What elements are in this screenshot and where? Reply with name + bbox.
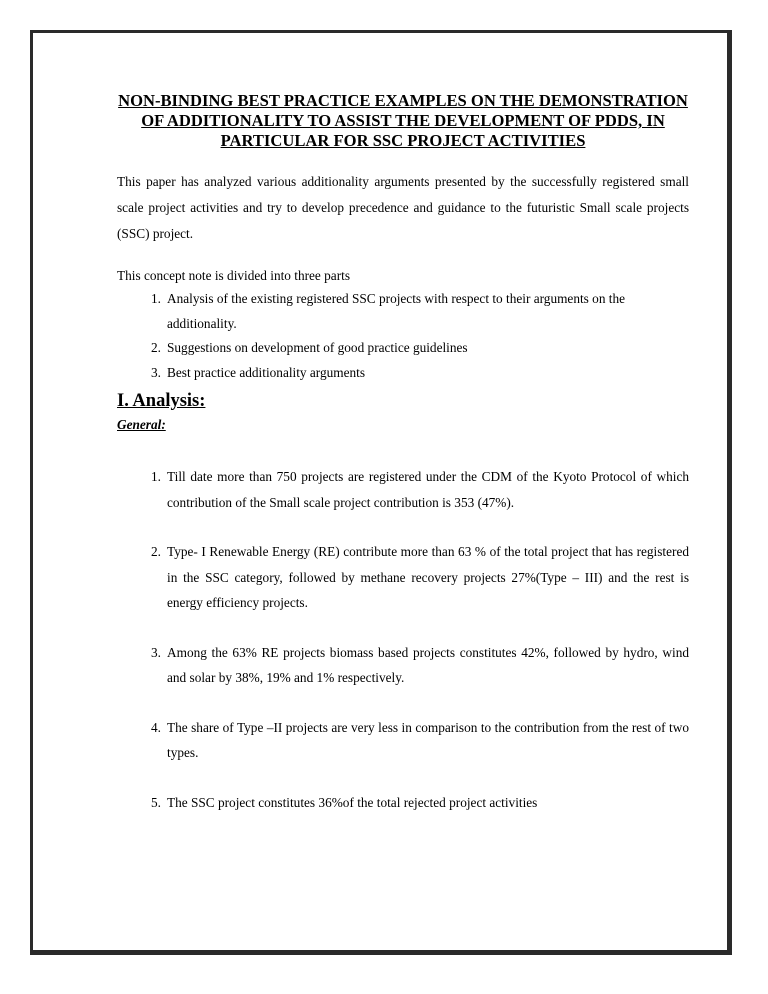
- list-number: 1.: [151, 291, 161, 306]
- section-heading: I. Analysis:: [117, 391, 206, 411]
- list-item: [117, 287, 689, 336]
- list-item-text: Till date more than 750 projects are registered under the CDM of the Kyoto Protocol of which contribution of the Small scale project contribution is 353 (47%).: [167, 469, 689, 510]
- list-item: [151, 640, 689, 691]
- list-number: 2.: [151, 544, 161, 559]
- list-number: 1.: [151, 469, 161, 484]
- concept-note-line: This concept note is divided into three parts: [117, 268, 351, 283]
- subheading: General:: [117, 417, 166, 432]
- list-item: [117, 336, 689, 361]
- document-content: [117, 91, 689, 839]
- document-title: NON-BINDING BEST PRACTICE EXAMPLES ON THE DEMONSTRATION OF ADDITIONALITY TO ASSIST THE DEVELOPMENT OF PDDS, IN PARTICULAR FOR SSC PROJECT ACTIVITIES: [118, 91, 688, 150]
- list-item-text: Among the 63% RE projects biomass based projects constitutes 42%, followed by hydro, wind and solar by 38%, 19% and 1% respectively.: [167, 644, 689, 685]
- list-item: [151, 715, 689, 766]
- list-item-text: Best practice additionality arguments: [167, 364, 366, 380]
- list-item: [117, 361, 689, 386]
- intro-paragraph: This paper has analyzed various additionality arguments presented by the successfully registered small scale project activities and try to develop precedence and guidance to the futuristic Small scale projects (SSC) project.: [117, 174, 689, 241]
- analysis-points-list: [151, 464, 689, 815]
- list-number: 4.: [151, 719, 161, 735]
- list-item-text: Analysis of the existing registered SSC projects with respect to their arguments on the additionality.: [167, 291, 626, 331]
- list-item-text: The SSC project constitutes 36%of the total rejected project activities: [167, 794, 538, 810]
- list-item-text: Type- I Renewable Energy (RE) contribute more than 63 % of the total project that has registered in the SSC category, followed by methane recovery projects 27%(Type – III) and the rest is energy efficiency projects.: [167, 544, 689, 610]
- list-item: [151, 464, 689, 515]
- list-number: 3.: [151, 364, 161, 380]
- document-page: [30, 30, 732, 955]
- list-item: [151, 539, 689, 616]
- list-item-text: The share of Type –II projects are very less in comparison to the contribution from the rest of two types.: [167, 719, 689, 760]
- list-number: 2.: [151, 340, 161, 355]
- parts-list: [117, 287, 689, 385]
- list-number: 3.: [151, 644, 161, 660]
- list-item: [151, 790, 689, 816]
- list-item-text: Suggestions on development of good practice guidelines: [167, 340, 468, 355]
- list-number: 5.: [151, 794, 161, 810]
